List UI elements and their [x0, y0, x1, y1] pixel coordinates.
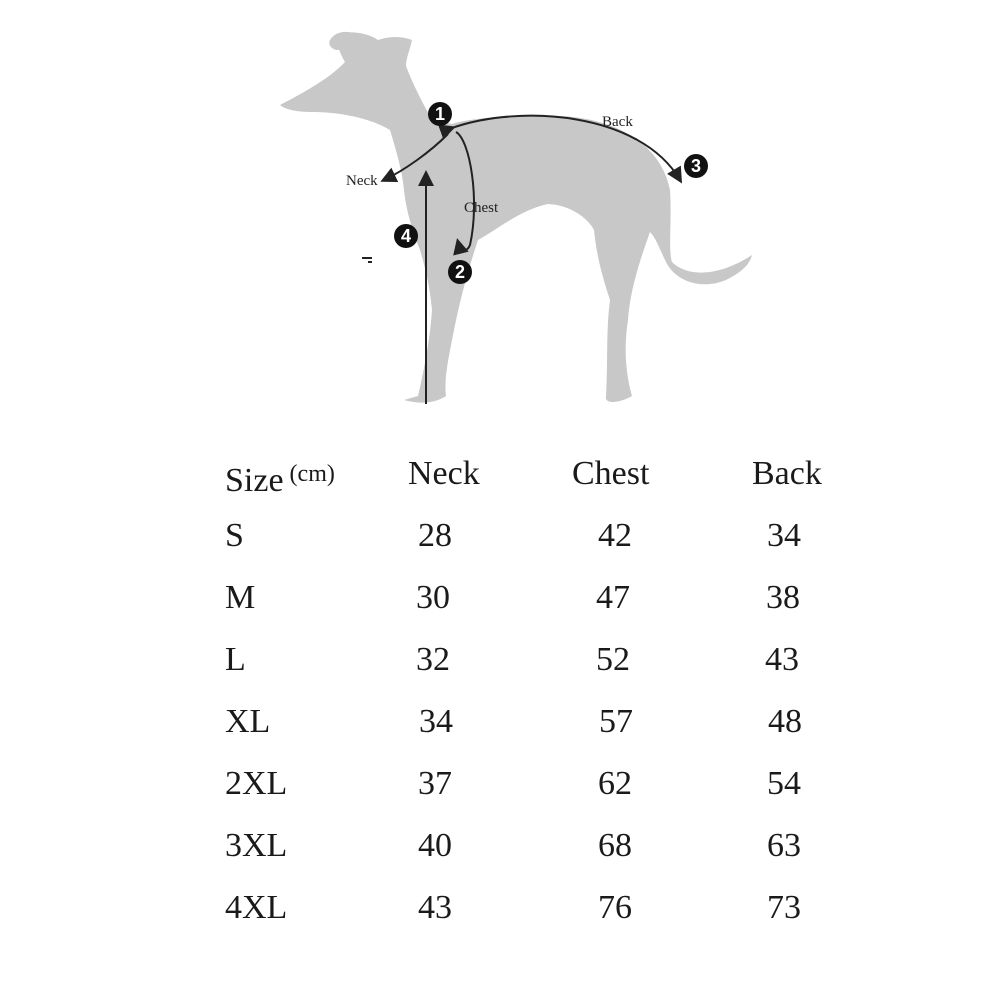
row-chest: 76	[598, 889, 632, 926]
row-chest: 68	[598, 827, 632, 864]
header-size	[225, 454, 335, 501]
chest-label: Chest	[464, 200, 499, 216]
row-size: 4XL	[225, 889, 288, 926]
row-back: 54	[767, 765, 801, 802]
row-back: 34	[767, 517, 801, 554]
header-neck: Neck	[408, 455, 480, 492]
row-chest: 57	[599, 703, 633, 740]
marker-3	[684, 154, 708, 178]
row-size: 3XL	[225, 827, 288, 864]
tick-mark	[362, 258, 372, 262]
header-unit-label: (cm)	[289, 461, 335, 487]
back-label: Back	[602, 114, 633, 130]
row-neck: 30	[416, 579, 450, 616]
header-back: Back	[752, 455, 822, 492]
row-size: 2XL	[225, 765, 288, 802]
row-neck: 28	[418, 517, 452, 554]
row-back: 43	[765, 641, 799, 678]
marker-1-number: 1	[434, 104, 446, 124]
row-neck: 32	[416, 641, 450, 678]
row-back: 73	[767, 889, 801, 926]
marker-3-number: 3	[690, 156, 702, 176]
marker-2	[448, 260, 472, 284]
header-chest: Chest	[572, 455, 650, 492]
row-neck: 37	[418, 765, 452, 802]
row-size: M	[225, 579, 256, 616]
row-chest: 42	[598, 517, 632, 554]
dog-measurement-diagram	[0, 0, 1000, 420]
row-back: 38	[766, 579, 800, 616]
neck-label: Neck	[346, 173, 378, 189]
dog-silhouette	[280, 32, 752, 403]
marker-1	[428, 102, 452, 126]
row-chest: 62	[598, 765, 632, 802]
row-chest: 52	[596, 641, 630, 678]
row-neck: 43	[418, 889, 452, 926]
header-size-label: Size	[225, 462, 284, 499]
marker-2-number: 2	[454, 262, 466, 282]
row-size: XL	[225, 703, 271, 740]
row-neck: 40	[418, 827, 452, 864]
row-back: 63	[767, 827, 801, 864]
row-back: 48	[768, 703, 802, 740]
row-chest: 47	[596, 579, 630, 616]
marker-4	[394, 224, 418, 248]
row-size: S	[225, 517, 244, 554]
row-size: L	[225, 641, 246, 678]
row-neck: 34	[419, 703, 453, 740]
marker-4-number: 4	[400, 226, 412, 246]
